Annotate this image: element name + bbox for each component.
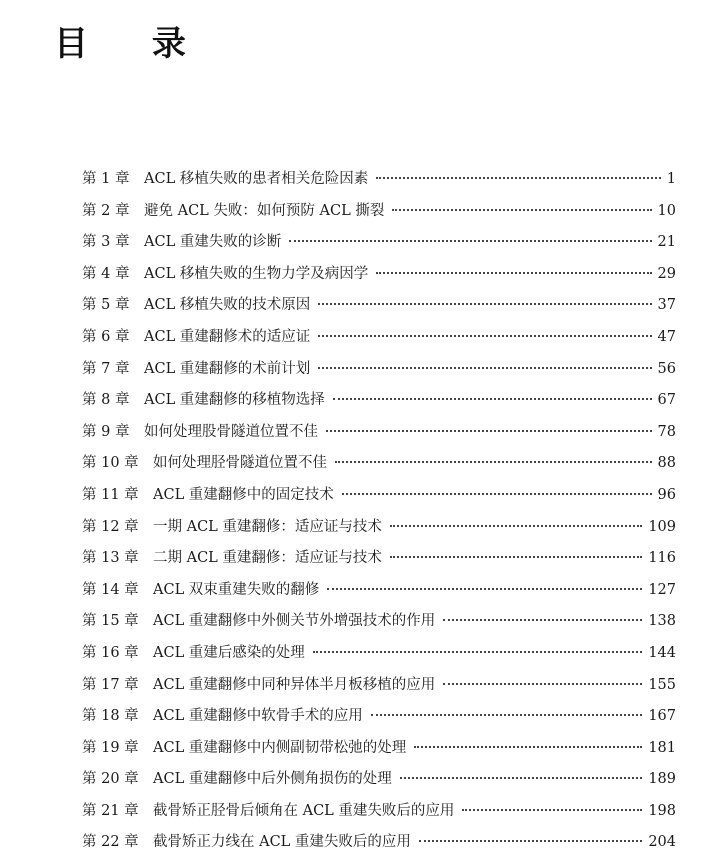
toc-chapter-title: 避免 ACL 失败：如何预防 ACL 撕裂	[144, 202, 385, 219]
page-title: 目 录	[54, 24, 212, 64]
toc-dot-leader	[371, 714, 643, 716]
toc-entry[interactable]	[82, 543, 676, 575]
toc-entry[interactable]	[82, 638, 676, 670]
toc-page-number: 56	[657, 360, 676, 377]
toc-chapter-title: ACL 重建翻修术的适应证	[144, 328, 311, 345]
toc-page-number: 10	[657, 202, 676, 219]
toc-chapter-title: ACL 双束重建失败的翻修	[153, 581, 320, 598]
toc-dot-leader	[289, 240, 651, 242]
toc-dot-leader	[419, 840, 642, 842]
toc-entry[interactable]	[82, 196, 676, 228]
toc-page-number: 37	[657, 297, 676, 314]
toc-entry[interactable]	[82, 164, 676, 196]
toc-chapter-title: ACL 重建后感染的处理	[153, 644, 305, 661]
toc-dot-leader	[327, 588, 642, 590]
toc-page-number: 138	[648, 613, 676, 630]
toc-page-number: 67	[657, 392, 676, 409]
toc-entry[interactable]	[82, 290, 676, 322]
toc-chapter-number: 第 16 章	[82, 644, 139, 661]
toc-page-number: 109	[648, 518, 676, 535]
toc-dot-leader	[318, 335, 651, 337]
toc-page-number: 155	[648, 676, 676, 693]
toc-page-number: 144	[648, 644, 676, 661]
toc-chapter-title: ACL 移植失败的患者相关危险因素	[144, 171, 369, 187]
toc-dot-leader	[462, 809, 642, 811]
toc-entry[interactable]	[82, 670, 676, 702]
toc-chapter-number: 第 12 章	[82, 518, 139, 535]
toc-chapter-title: ACL 重建翻修的移植物选择	[144, 392, 325, 409]
toc-dot-leader	[335, 461, 652, 463]
toc-chapter-title: ACL 重建翻修中软骨手术的应用	[153, 708, 363, 725]
toc-page-number: 1	[666, 171, 676, 187]
toc-entry[interactable]	[82, 575, 676, 607]
toc-entry[interactable]	[82, 796, 676, 828]
toc-entry[interactable]	[82, 733, 676, 765]
toc-entry[interactable]	[82, 448, 676, 480]
toc-entry[interactable]	[82, 480, 676, 512]
toc-page-number: 29	[657, 265, 676, 282]
toc-chapter-title: 如何处理股骨隧道位置不佳	[144, 423, 318, 440]
toc-chapter-title: 截骨矫正胫骨后倾角在 ACL 重建失败后的应用	[153, 802, 455, 819]
toc-entry[interactable]	[82, 322, 676, 354]
toc-chapter-number: 第 11 章	[82, 486, 139, 503]
toc-chapter-number: 第 4 章	[82, 265, 130, 282]
toc-chapter-number: 第 3 章	[82, 234, 130, 251]
toc-chapter-title: ACL 重建翻修中同种异体半月板移植的应用	[153, 676, 436, 693]
toc-chapter-number: 第 1 章	[82, 171, 130, 187]
toc-chapter-title: ACL 重建失败的诊断	[144, 234, 282, 251]
toc-page-number: 96	[657, 486, 676, 503]
toc-dot-leader	[443, 619, 642, 621]
toc-chapter-title: 如何处理胫骨隧道位置不佳	[153, 455, 327, 472]
toc-chapter-number: 第 13 章	[82, 550, 139, 567]
toc-chapter-number: 第 19 章	[82, 739, 139, 756]
toc-chapter-number: 第 8 章	[82, 392, 130, 409]
toc-dot-leader	[342, 493, 652, 495]
toc-chapter-title: 截骨矫正力线在 ACL 重建失败后的应用	[153, 834, 411, 851]
toc-dot-leader	[392, 209, 651, 211]
toc-dot-leader	[443, 683, 642, 685]
toc-page-number: 127	[648, 581, 676, 598]
toc-chapter-title: 二期 ACL 重建翻修：适应证与技术	[153, 550, 382, 567]
toc-chapter-number: 第 17 章	[82, 676, 139, 693]
toc-entry[interactable]	[82, 701, 676, 733]
toc-chapter-number: 第 15 章	[82, 613, 139, 630]
toc-page-number: 181	[648, 739, 676, 756]
toc-dot-leader	[318, 367, 651, 369]
toc-chapter-number: 第 22 章	[82, 834, 139, 851]
toc-dot-leader	[414, 746, 642, 748]
toc-chapter-number: 第 6 章	[82, 328, 130, 345]
toc-page-number: 47	[657, 328, 676, 345]
toc-dot-leader	[376, 272, 651, 274]
toc-chapter-number: 第 9 章	[82, 423, 130, 440]
toc-page-number: 116	[648, 550, 676, 567]
table-of-contents	[82, 164, 676, 859]
toc-dot-leader	[333, 398, 652, 400]
toc-page-number: 204	[648, 834, 676, 851]
toc-page-number: 88	[657, 455, 676, 472]
toc-chapter-title: ACL 重建翻修中的固定技术	[153, 486, 334, 503]
toc-entry[interactable]	[82, 354, 676, 386]
toc-chapter-number: 第 14 章	[82, 581, 139, 598]
toc-dot-leader	[400, 777, 643, 779]
toc-chapter-title: ACL 重建翻修的术前计划	[144, 360, 311, 377]
toc-entry[interactable]	[82, 417, 676, 449]
toc-chapter-number: 第 20 章	[82, 771, 139, 788]
toc-dot-leader	[318, 303, 651, 305]
toc-dot-leader	[390, 525, 642, 527]
toc-page-number: 189	[648, 771, 676, 788]
toc-entry[interactable]	[82, 606, 676, 638]
toc-page-number: 78	[657, 423, 676, 440]
toc-page-number: 21	[657, 234, 676, 251]
toc-chapter-number: 第 5 章	[82, 297, 130, 314]
toc-dot-leader	[376, 177, 660, 179]
toc-entry[interactable]	[82, 827, 676, 859]
toc-chapter-number: 第 2 章	[82, 202, 130, 219]
toc-entry[interactable]	[82, 512, 676, 544]
toc-chapter-title: ACL 重建翻修中内侧副韧带松弛的处理	[153, 739, 407, 756]
toc-dot-leader	[390, 556, 642, 558]
toc-chapter-number: 第 18 章	[82, 708, 139, 725]
toc-chapter-title: ACL 移植失败的技术原因	[144, 297, 311, 314]
toc-chapter-title: ACL 重建翻修中外侧关节外增强技术的作用	[153, 613, 436, 630]
toc-chapter-title: ACL 移植失败的生物力学及病因学	[144, 265, 369, 282]
toc-chapter-number: 第 7 章	[82, 360, 130, 377]
toc-entry[interactable]	[82, 764, 676, 796]
toc-entry[interactable]	[82, 227, 676, 259]
toc-dot-leader	[326, 430, 652, 432]
toc-chapter-number: 第 10 章	[82, 455, 139, 472]
toc-chapter-number: 第 21 章	[82, 802, 139, 819]
toc-dot-leader	[313, 651, 643, 653]
toc-page-number: 198	[648, 802, 676, 819]
toc-entry[interactable]	[82, 259, 676, 291]
toc-entry[interactable]	[82, 385, 676, 417]
toc-chapter-title: ACL 重建翻修中后外侧角损伤的处理	[153, 771, 392, 788]
toc-page-number: 167	[648, 708, 676, 725]
toc-chapter-title: 一期 ACL 重建翻修：适应证与技术	[153, 518, 382, 535]
